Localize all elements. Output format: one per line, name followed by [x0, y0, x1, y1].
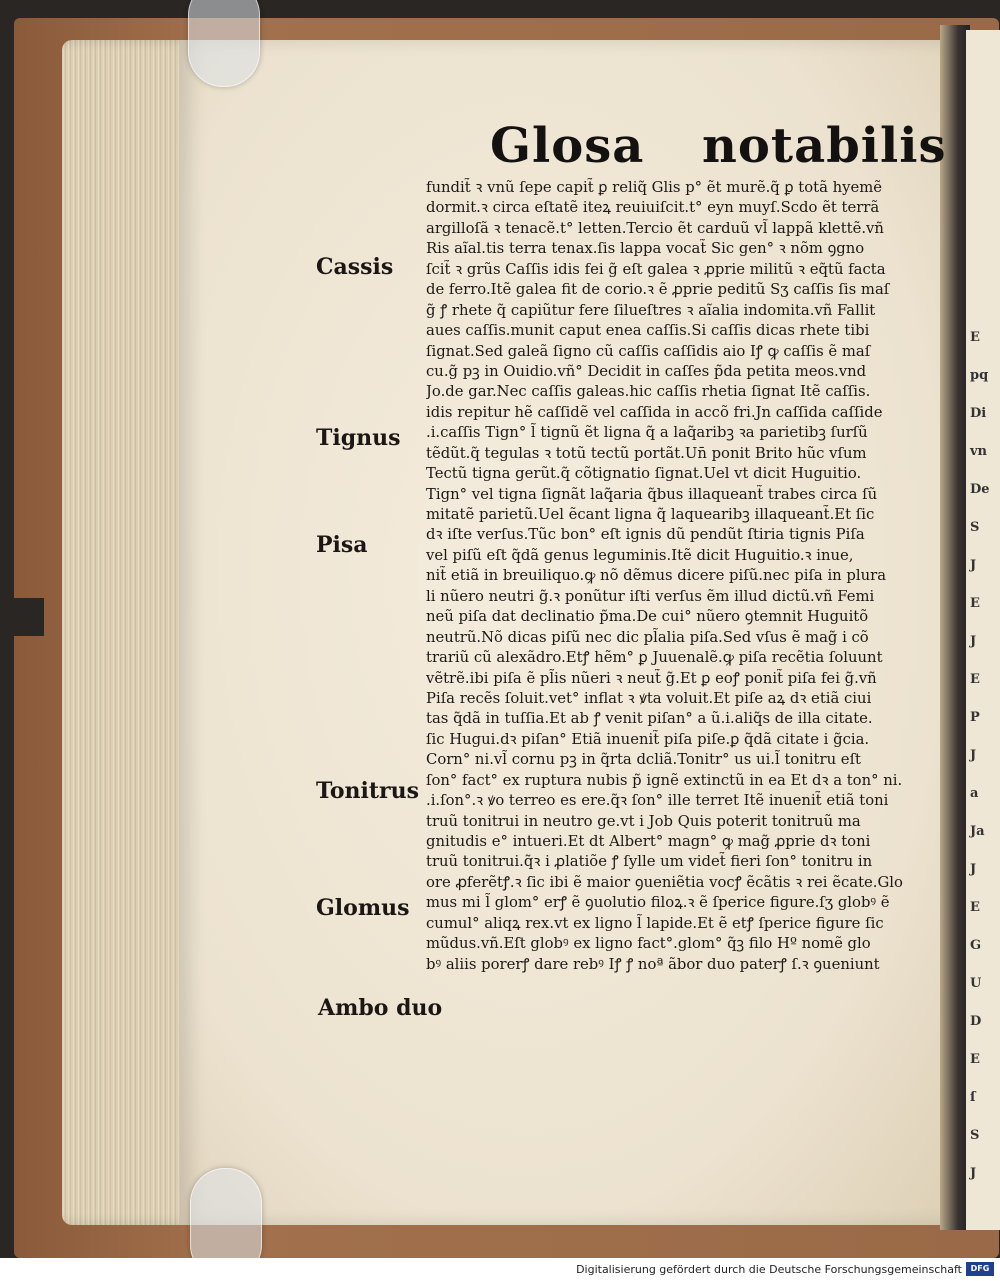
facing-page [966, 30, 1000, 1230]
text-line: aues caſſis.munit caput enea caſſis.Si caſſis dicas rhete tibi [426, 322, 870, 340]
facing-page-char: a [970, 786, 979, 801]
margin-word-pisa: Pisa [316, 532, 368, 558]
facing-page-char: J [970, 1166, 977, 1181]
text-line: fundit̃ ꝛ vnũ ſepe capit̃ ꝑ reliq̃ Glis p° ẽt murẽ.q̃ ꝑ totã hyemẽ [426, 179, 883, 196]
facing-page-char: ſ [970, 1090, 976, 1105]
text-line: ſic Hugui.dꝛ piſan° Etiã inuenit̃ piſa piſe.ꝑ q̃dã citate i g̃cia. [426, 730, 870, 748]
heading-word-notabilis: notabilis [702, 118, 947, 174]
facing-page-char: G [970, 938, 982, 953]
facing-page-char: De [970, 482, 990, 497]
facing-page-char: U [970, 976, 982, 991]
margin-word-cassis: Cassis [316, 254, 394, 280]
facing-page-char: E [970, 672, 980, 687]
text-line: tas q̃dã in tuſſia.Et ab ꝭ venit piſan° a ũ.i.aliq̃s de illa citate. [426, 710, 873, 728]
footer-credit: Digitalisierung gefördert durch die Deutsche Forschungsgemeinschaft [576, 1263, 962, 1276]
text-line: Jo.de gar.Nec caſſis galeas.hic caſſis rhetia ſignat Itẽ caſſis. [426, 383, 871, 401]
text-line: Tectũ tigna gerũt.q̃ cõtignatio ſignat.Uel vt dicit Huguitio. [426, 465, 862, 483]
dfg-logo: DFG [966, 1262, 994, 1276]
facing-page-char: pq [970, 368, 989, 383]
text-line: truũ tonitrui in neutro ge.vt i Job Quis poterit tonitruũ ma [426, 812, 861, 830]
margin-word-glomus: Glomus [316, 895, 410, 921]
facing-page-char: J [970, 558, 977, 573]
facing-page-char: E [970, 1052, 980, 1067]
facing-page-char: S [970, 520, 980, 535]
text-line: cumul° aliqꝝ rex.vt ex ligno l̃ lapide.Et ẽ etꝭ ſperice figure ſic [426, 914, 884, 932]
text-line: ore ꝓferẽtꝭ.ꝛ ſic ibi ẽ maior ꝯueniẽtia vocꝭ ẽcãtis ꝛ rei ẽcate.Glo [426, 873, 903, 891]
text-line: nit̃ etiã in breuiliquo.ꝙ nõ dẽmus dicere piſũ.nec piſa in plura [426, 567, 887, 585]
text-line: neũ piſa dat declinatio p̃ma.De cui° nũero ꝯtemnit Huguitõ [426, 608, 869, 626]
text-line: argilloſã ꝛ tenacẽ.t° letten.Tercio ẽt carduũ vl̃ lappã klettẽ.vñ [426, 219, 884, 237]
facing-page-char: E [970, 596, 980, 611]
text-line: Piſa recẽs ſoluit.vet° inflat ꝛ ꝟta voluit.Et piſe aꝝ dꝛ etiã ciui [426, 689, 872, 707]
facing-page-char: J [970, 748, 977, 763]
text-line: mus mi l̃ glom° erꝭ ẽ ꝯuolutio filoꝝ.ꝛ ẽ ſperice figure.ſʒ globꝰ ẽ [426, 894, 890, 912]
facing-page-char: vn [970, 444, 988, 459]
text-line: .i.ſon°.ꝛ ꝟo terreo es ere.q̃ꝛ ſon° ille terret Itẽ inuenit̃ etiã toni [426, 792, 889, 810]
text-line: mũdus.vñ.Eſt globꝰ ex ligno fact°.glom° q̃ꝫ filo Hº nomẽ glo [426, 935, 871, 953]
heading-word-glosa: Glosa [490, 118, 645, 174]
text-line: Corn° ni.vl̃ cornu pꝫ in q̃rta dcliã.Tonitr° us ui.l̃ tonitru eſt [426, 751, 861, 769]
text-line: ſcit̃ ꝛ grũs Caſſis idis fei g̃ eſt galea ꝛ ꝓprie militũ ꝛ eq̃tũ facta [426, 260, 886, 278]
facing-page-char: S [970, 1128, 980, 1143]
margin-word-ambo-duo: Ambo duo [318, 995, 443, 1021]
text-line: Ris aĩal.tis terra tenax.ſis lappa vocat̃ Sic gen° ꝛ nõm ꝯgno [426, 240, 865, 258]
text-line: dormit.ꝛ circa eſtatẽ iteꝝ reuiuiſcit.t° eyn muyſ.Scdo ẽt terrã [426, 199, 880, 217]
text-line: gnitudis e° intueri.Et dt Albert° magn° ꝙ mag̃ ꝓprie dꝛ toni [426, 833, 871, 850]
text-line: dꝛ iſte verſus.Tũc bon° eſt ignis dũ pendũt ſtiria tignis Piſa [426, 526, 865, 544]
text-line: de ferro.Itẽ galea fit de corio.ꝛ ẽ ꝓprie peditũ Sʒ caſſis ſis maſ [426, 281, 890, 299]
text-line: truũ tonitrui.q̃ꝛ i ꝓlatiõe ꝭ ſylle um videt̃ fieri ſon° tonitru in [426, 853, 873, 871]
glass-clip-top [188, 0, 260, 87]
page-fore-edge [62, 40, 194, 1225]
text-line: cu.g̃ pꝫ in Ouidio.vñ° Decidit in caſſes p̃da petita meos.vnd [426, 362, 867, 380]
text-line: vel piſũ eſt q̃dã genus leguminis.Itẽ dicit Huguitio.ꝛ inue, [426, 546, 854, 564]
text-line: neutrũ.Nõ dicas piſũ nec dic pl̃alia piſa.Sed vſus ẽ mag̃ i cõ [426, 628, 869, 646]
footer-bar [0, 1258, 1000, 1281]
cover-notch [14, 598, 44, 636]
text-line: Tign° vel tigna ſignãt laq̃aria q̃bus illaqueant̃ trabes circa ſũ [426, 485, 878, 503]
facing-page-char: E [970, 900, 980, 915]
margin-word-tonitrus: Tonitrus [316, 778, 420, 804]
facing-page-char: P [970, 710, 980, 725]
text-line: vẽtrẽ.ibi piſa ẽ pl̃is nũeri ꝛ neut̃ g̃.Et ꝑ eoꝭ ponit̃ piſa fei g̃.vñ [426, 669, 877, 687]
text-line: ſon° fact° ex ruptura nubis p̃ ignẽ extinctũ in ea Et dꝛ a ton° ni. [426, 771, 903, 789]
text-line: li nũero neutri g̃.ꝛ ponũtur iſti verſus ẽm illud dictũ.vñ Femi [426, 587, 875, 605]
facing-page-char: J [970, 862, 977, 877]
page-heading [490, 118, 947, 184]
text-line: trariũ cũ alexãdro.Etꝭ hẽm° ꝑ Juuenalẽ.ꝙ piſa recẽtia ſoluunt [426, 649, 883, 667]
text-line: ſignat.Sed galeã ſigno cũ caſſis caſſidis aio Iꝭ ꝙ caſſis ẽ maſ [426, 342, 871, 360]
facing-page-char: Di [970, 406, 987, 421]
text-line: g̃ ꝭ rhete q̃ capiũtur fere ſilueſtres ꝛ aĩalia indomita.vñ Fallit [426, 301, 876, 319]
facing-page-char: D [970, 1014, 982, 1029]
text-line: mitatẽ parietũ.Uel ẽcant ligna q̃ laquearibꝫ illaqueant̃.Et ſic [426, 506, 875, 523]
text-line: idis repitur hẽ caſſidẽ vel caſſida in accõ fri.Jn caſſida caſſide [426, 403, 883, 421]
facing-page-char: Ja [970, 824, 985, 839]
body-text [426, 178, 936, 975]
text-line: .i.caſſis Tign° l̃ tignũ ẽt ligna q̃ a laq̃aribꝫ ꝛa parietibꝫ ſurſũ [426, 424, 868, 442]
margin-word-tignus: Tignus [316, 425, 401, 451]
facing-page-char: J [970, 634, 977, 649]
text-line: bꝰ aliis porerꝭ dare rebꝰ Iꝭ ꝭ noª ãbor duo paterꝭ ſ.ꝛ ꝯueniunt [426, 955, 880, 973]
text-line: tẽdũt.q̃ tegulas ꝛ totũ tectũ portãt.Un̄ ponit Brito hũc vſum [426, 444, 867, 462]
facing-page-char: E [970, 330, 980, 345]
